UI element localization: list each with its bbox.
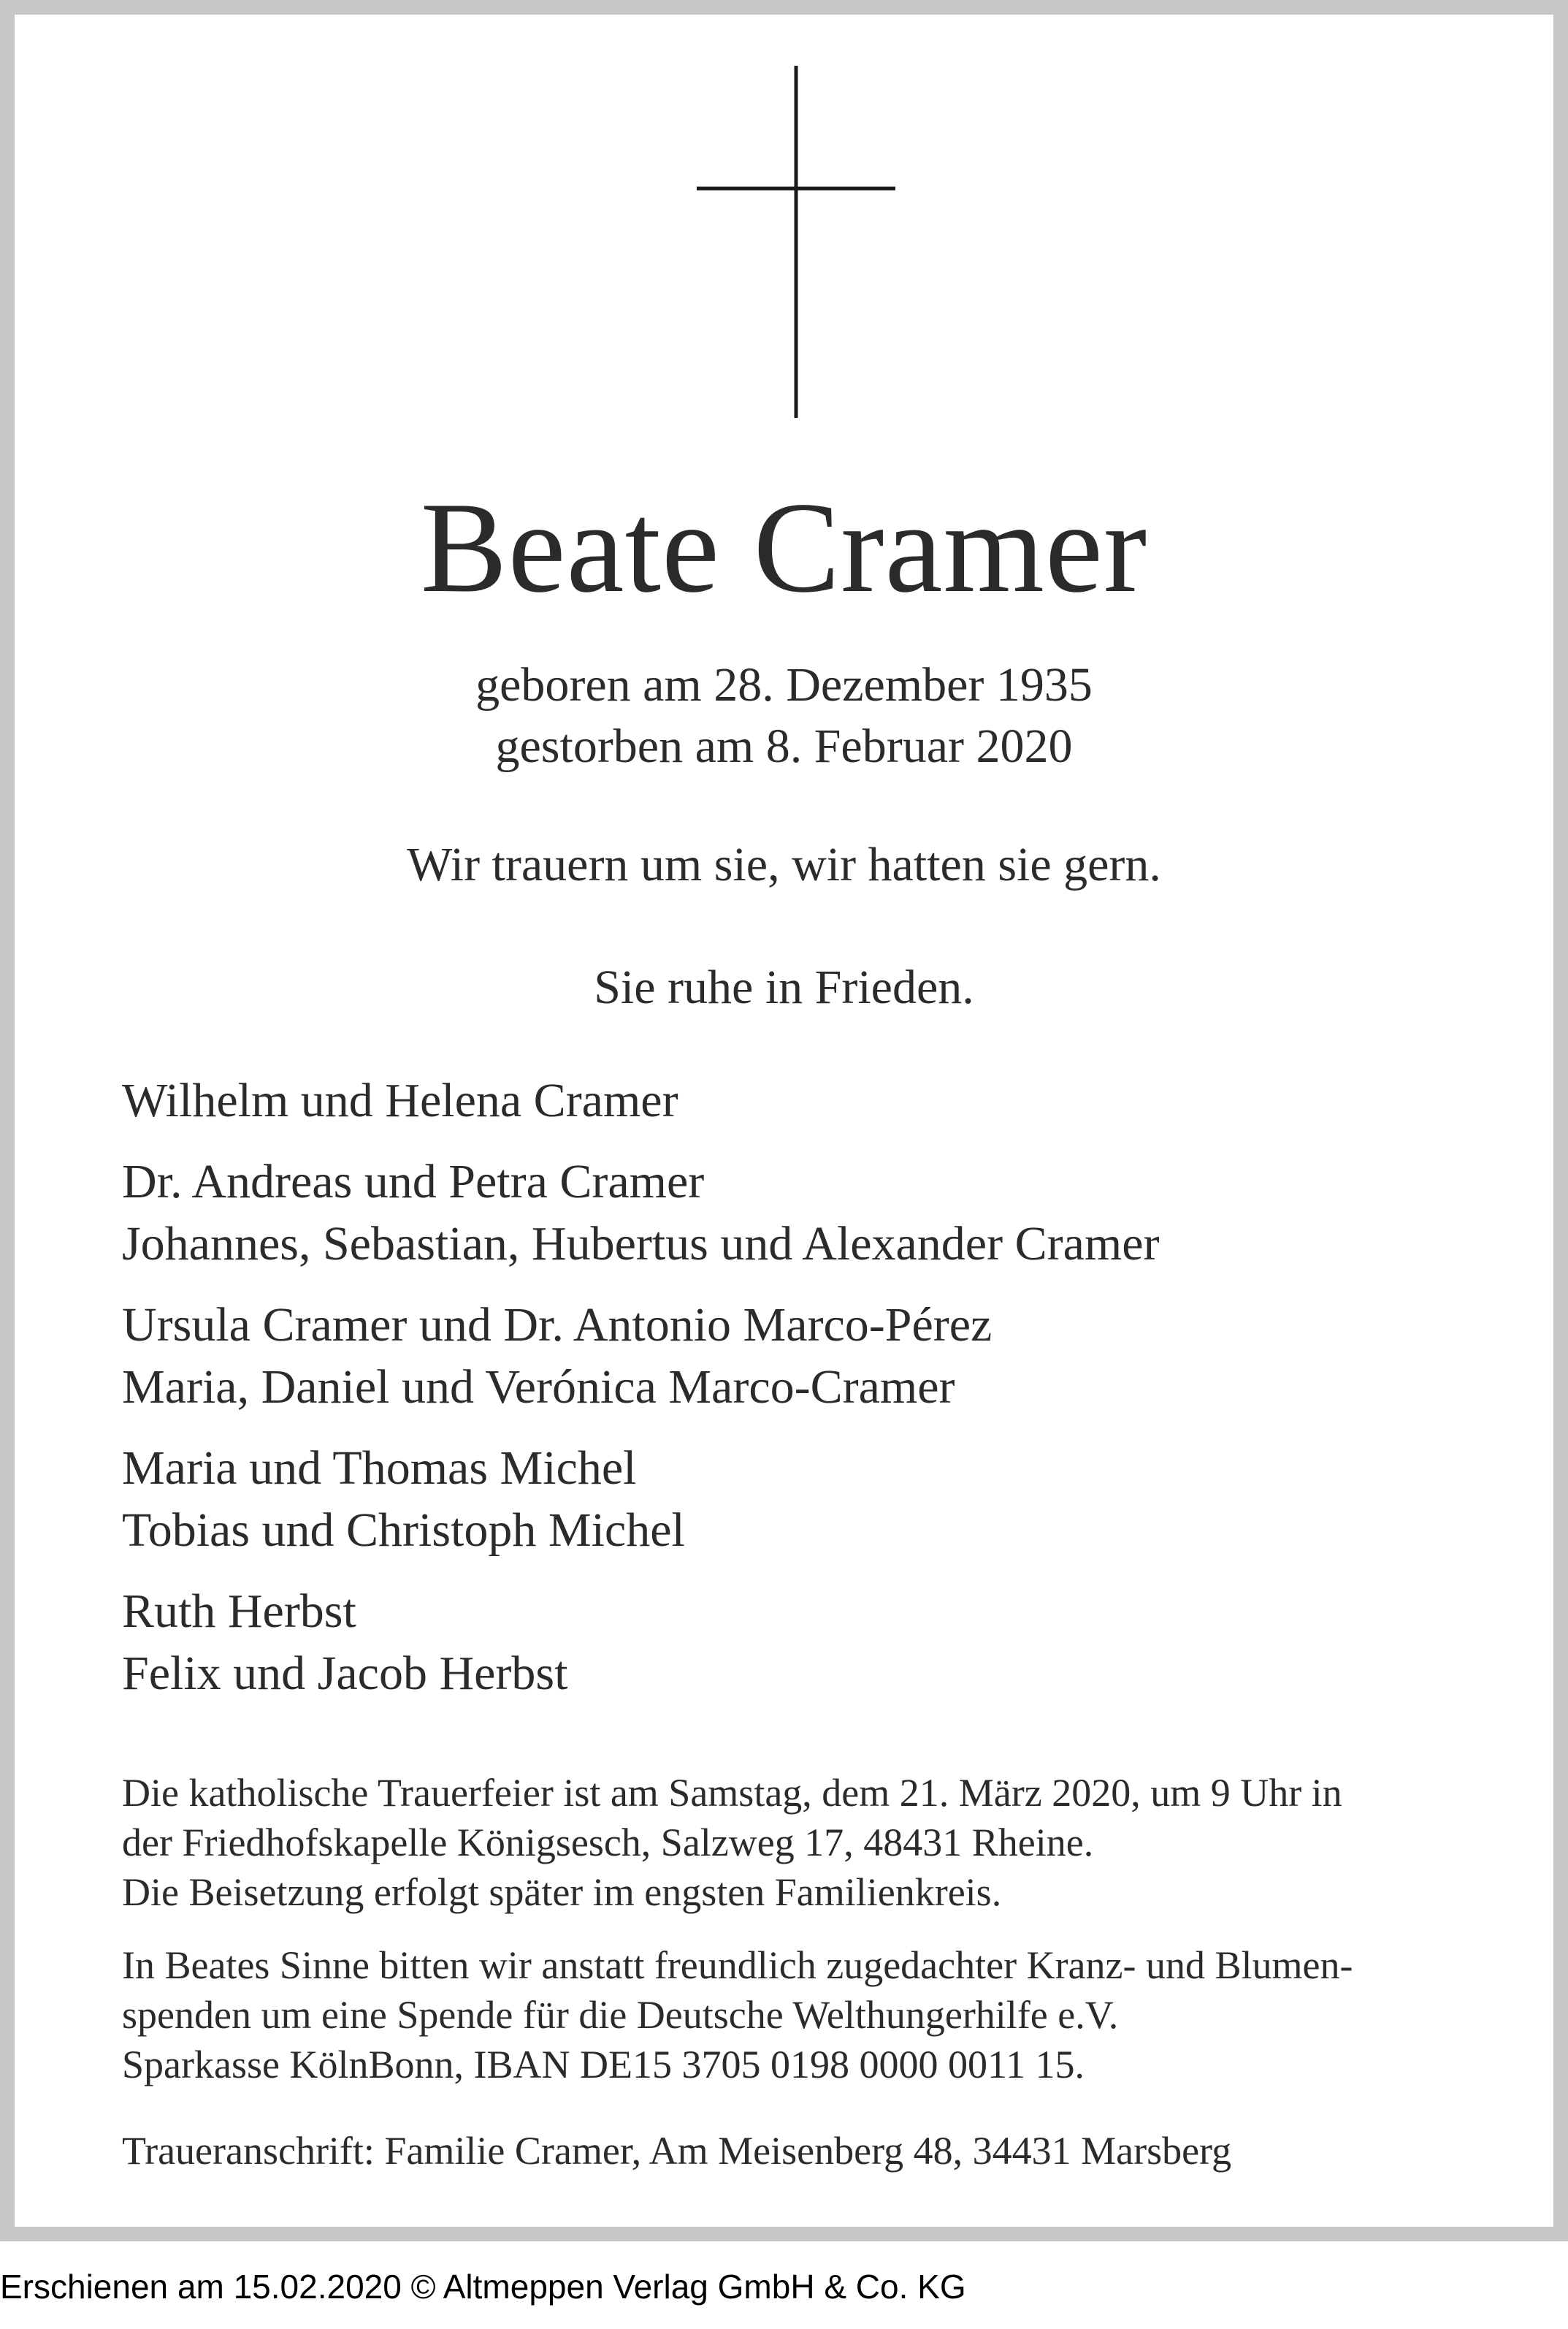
mourner-line: Tobias und Christoph Michel	[122, 1503, 685, 1557]
mourner-line: Johannes, Sebastian, Hubertus und Alexander Cramer	[122, 1217, 1160, 1270]
donation-paragraph	[122, 1940, 1510, 2089]
mourner-line: Ursula Cramer und Dr. Antonio Marco-Pérez	[122, 1298, 993, 1352]
mourner-group	[122, 1070, 1495, 1132]
mourner-line: Ruth Herbst	[122, 1585, 356, 1638]
mourning-quote: Wir trauern um sie, wir hatten sie gern.	[407, 838, 1161, 891]
donation-line: Sparkasse KölnBonn, IBAN DE15 3705 0198 0000 0011 15.	[122, 2043, 1085, 2086]
mourner-line: Maria und Thomas Michel	[122, 1441, 637, 1495]
mourner-group	[122, 1437, 1495, 1561]
obituary-notice	[15, 15, 1553, 2227]
mourners-list	[122, 1070, 1495, 1723]
mourner-group	[122, 1294, 1495, 1418]
service-information	[122, 1768, 1510, 2113]
funeral-line: Die Beisetzung erfolgt später im engsten Familienkreis.	[122, 1870, 1002, 1914]
publication-credit: Erschienen am 15.02.2020 © Altmeppen Verlag GmbH & Co. KG	[0, 2268, 966, 2306]
funeral-line: Die katholische Trauerfeier ist am Samstag, dem 21. März 2020, um 9 Uhr in	[122, 1771, 1342, 1815]
funeral-line: der Friedhofskapelle Königsesch, Salzweg 17, 48431 Rheine.	[122, 1821, 1094, 1864]
mourner-group	[122, 1151, 1495, 1275]
rest-in-peace: Sie ruhe in Frieden.	[594, 961, 974, 1014]
donation-line: spenden um eine Spende für die Deutsche Welthungerhilfe e.V.	[122, 1993, 1119, 2037]
donation-line: In Beates Sinne bitten wir anstatt freundlich zugedachter Kranz- und Blumen-	[122, 1943, 1353, 1987]
mourning-address: Traueranschrift: Familie Cramer, Am Meisenberg 48, 34431 Marsberg	[122, 2129, 1232, 2173]
death-date: gestorben am 8. Februar 2020	[495, 720, 1073, 773]
mourner-group	[122, 1580, 1495, 1704]
deceased-name: Beate Cramer	[420, 475, 1148, 620]
mourner-line: Dr. Andreas und Petra Cramer	[122, 1155, 705, 1208]
mourner-line: Maria, Daniel und Verónica Marco-Cramer	[122, 1360, 955, 1414]
life-dates	[15, 655, 1553, 777]
funeral-paragraph	[122, 1768, 1510, 1917]
mourner-line: Wilhelm und Helena Cramer	[122, 1074, 678, 1127]
birth-date: geboren am 28. Dezember 1935	[475, 658, 1093, 712]
mourner-line: Felix und Jacob Herbst	[122, 1647, 568, 1700]
